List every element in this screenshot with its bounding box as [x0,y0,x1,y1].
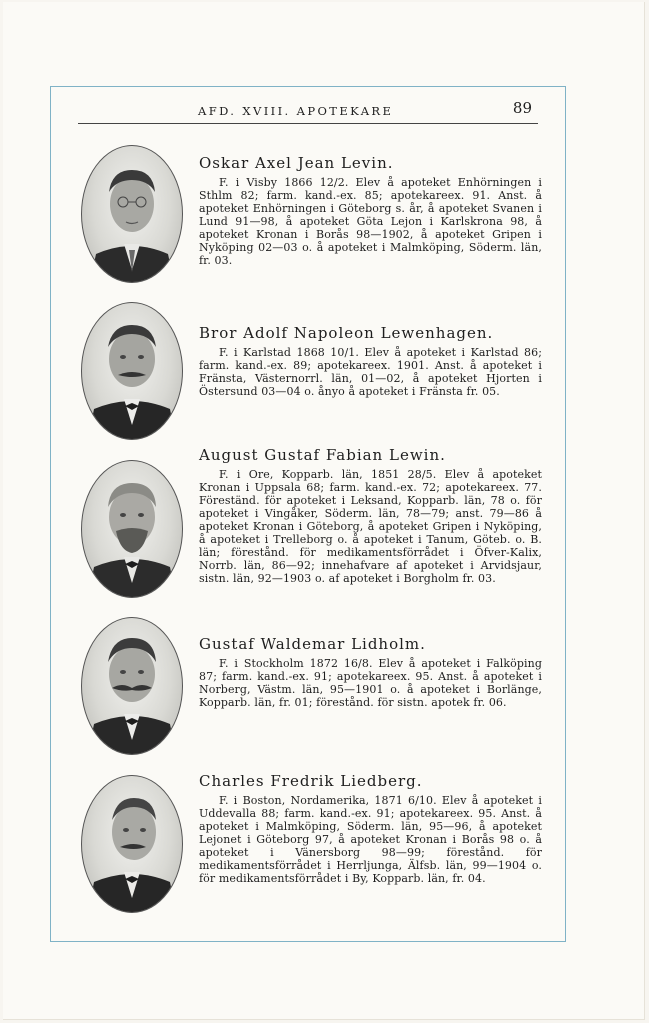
section-title: AFD. XVIII. APOTEKARE [198,104,394,118]
running-header [78,101,538,124]
portrait-photo [81,775,183,913]
person-name: Oskar Axel Jean Levin. [199,154,394,172]
person-name: Bror Adolf Napoleon Lewenhagen. [199,324,494,342]
person-biography: F. i Visby 1866 12/2. Elev å apoteket Enhörningen i Sthlm 82; farm. kand.-ex. 85; apotekareex. 91. Anst. å apoteket Enhörningen i Göteborg s. år, å apoteket Svanen i Lund 91—98, å apoteket Göta Lejon i Karlskrona 98, å apoteket Kronan i Borås 98—1902, å apoteket Gripen i Nyköping 02—03 o. å apoteket i Malmköping, Söderm. län, fr. 03. [199,176,542,267]
person-name: Charles Fredrik Liedberg. [199,772,423,790]
person-name: Gustaf Waldemar Lidholm. [199,635,426,653]
person-biography: F. i Boston, Nordamerika, 1871 6/10. Elev å apoteket i Uddevalla 88; farm. kand.-ex. 91; apotekareex. 95. Anst. å apoteket i Malmköping, Söderm. län, 95—96, å apoteket Lejonet i Göteborg 97, å apoteket Kronan i Borås 98 o. å apoteket i Vänersborg 98—99; förestånd. för medikamentsförrådet i Herrljunga, Älfsb. län, 99—1904 o. för medikamentsförrådet i By, Kopparb. län, fr. 04. [199,794,542,885]
person-biography: F. i Ore, Kopparb. län, 1851 28/5. Elev å apoteket Kronan i Uppsala 68; farm. kand.-ex. 72; apotekareex. 77. Föreständ. för apoteket i Leksand, Kopparb. län, 78 o. för apoteket i Vingåker, Söderm. län, 78—79; anst. 79—86 å apoteket Kronan i Göteborg, å apoteket Gripen i Nyköping, å apoteket i Trelleborg o. å apoteket i Tanum, Göteb. o. B. län; förestånd. för medikamentsförrådet i Öfver-Kalix, Norrb. län, 86—92; innehafvare af apoteket i Arvidsjaur, sistn. län, 92—1903 o. af apoteket i Borgholm fr. 03. [199,468,542,585]
page-number: 89 [512,99,532,117]
page-frame [50,86,566,942]
portrait-photo [81,302,183,440]
portrait-photo [81,145,183,283]
page-sheet [3,2,645,1020]
person-name: August Gustaf Fabian Lewin. [199,446,446,464]
person-biography: F. i Karlstad 1868 10/1. Elev å apoteket i Karlstad 86; farm. kand.-ex. 89; apotekareex. 1901. Anst. å apoteket i Fränsta, Västernorrl. län, 01—02, å apoteket Hjorten i Östersund 03—04 o. ånyo å apoteket i Fränsta fr. 05. [199,346,542,398]
portrait-photo [81,460,183,598]
portrait-photo [81,617,183,755]
person-biography: F. i Stockholm 1872 16/8. Elev å apoteket i Falköping 87; farm. kand.-ex. 91; apotekareex. 95. Anst. å apoteket i Norberg, Västm. län, 95—1901 o. å apoteket i Borlänge, Kopparb. län, fr. 01; förestånd. för sistn. apotek fr. 06. [199,657,542,709]
